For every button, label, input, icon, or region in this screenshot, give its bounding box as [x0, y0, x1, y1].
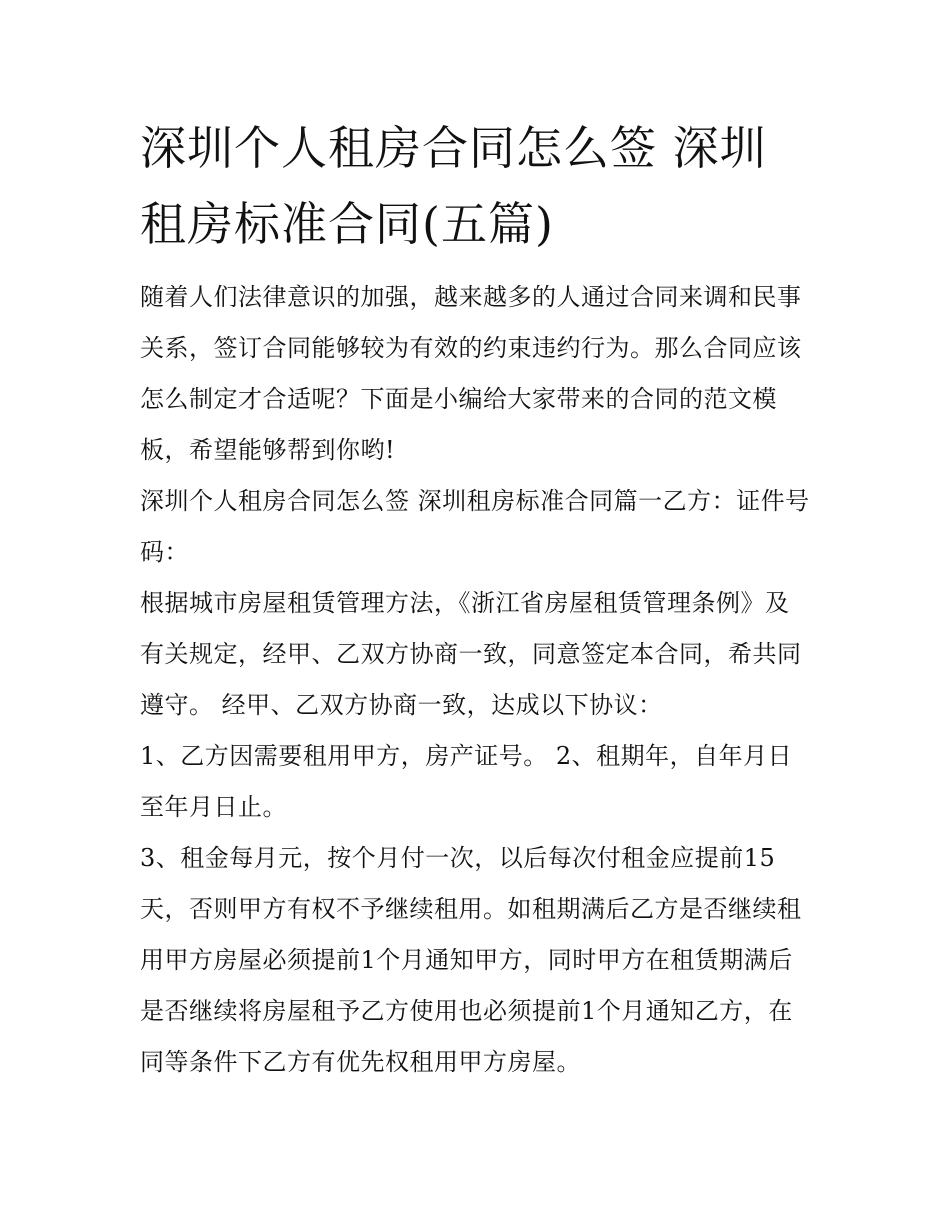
clause-3-paragraph: 3、租金每月元，按个月付一次，以后每次付租金应提前15天，否则甲方有权不予继续租用。如租期满后乙方是否继续租用甲方房屋必须提前1个月通知甲方，同时甲方在租赁期满后是否继续将房屋租予乙方使用也必须提前1个月通知乙方，在同等条件下乙方有优先权租用甲方房屋。	[140, 844, 802, 1076]
document-content	[140, 110, 812, 1088]
basis-paragraph: 根据城市房屋租赁管理方法，《浙江省房屋租赁管理条例》及有关规定，经甲、乙双方协商一致，同意签定本合同，希共同遵守。 经甲、乙双方协商一致，达成以下协议：	[140, 589, 802, 719]
clause-1-2-paragraph: 1、乙方因需要租用甲方，房产证号。 2、租期年，自年月日至年月日止。	[140, 742, 793, 821]
document-body	[140, 272, 812, 1088]
document-title: 深圳个人租房合同怎么签 深圳租房标准合同(五篇)	[140, 121, 767, 251]
intro-paragraph: 随着人们法律意识的加强，越来越多的人通过合同来调和民事关系，签订合同能够较为有效的约束违约行为。那么合同应该怎么制定才合适呢？下面是小编给大家带来的合同的范文模板，希望能够帮到你哟!	[140, 283, 802, 464]
section-heading-paragraph: 深圳个人租房合同怎么签 深圳租房标准合同篇一乙方：证件号码：	[140, 487, 810, 566]
